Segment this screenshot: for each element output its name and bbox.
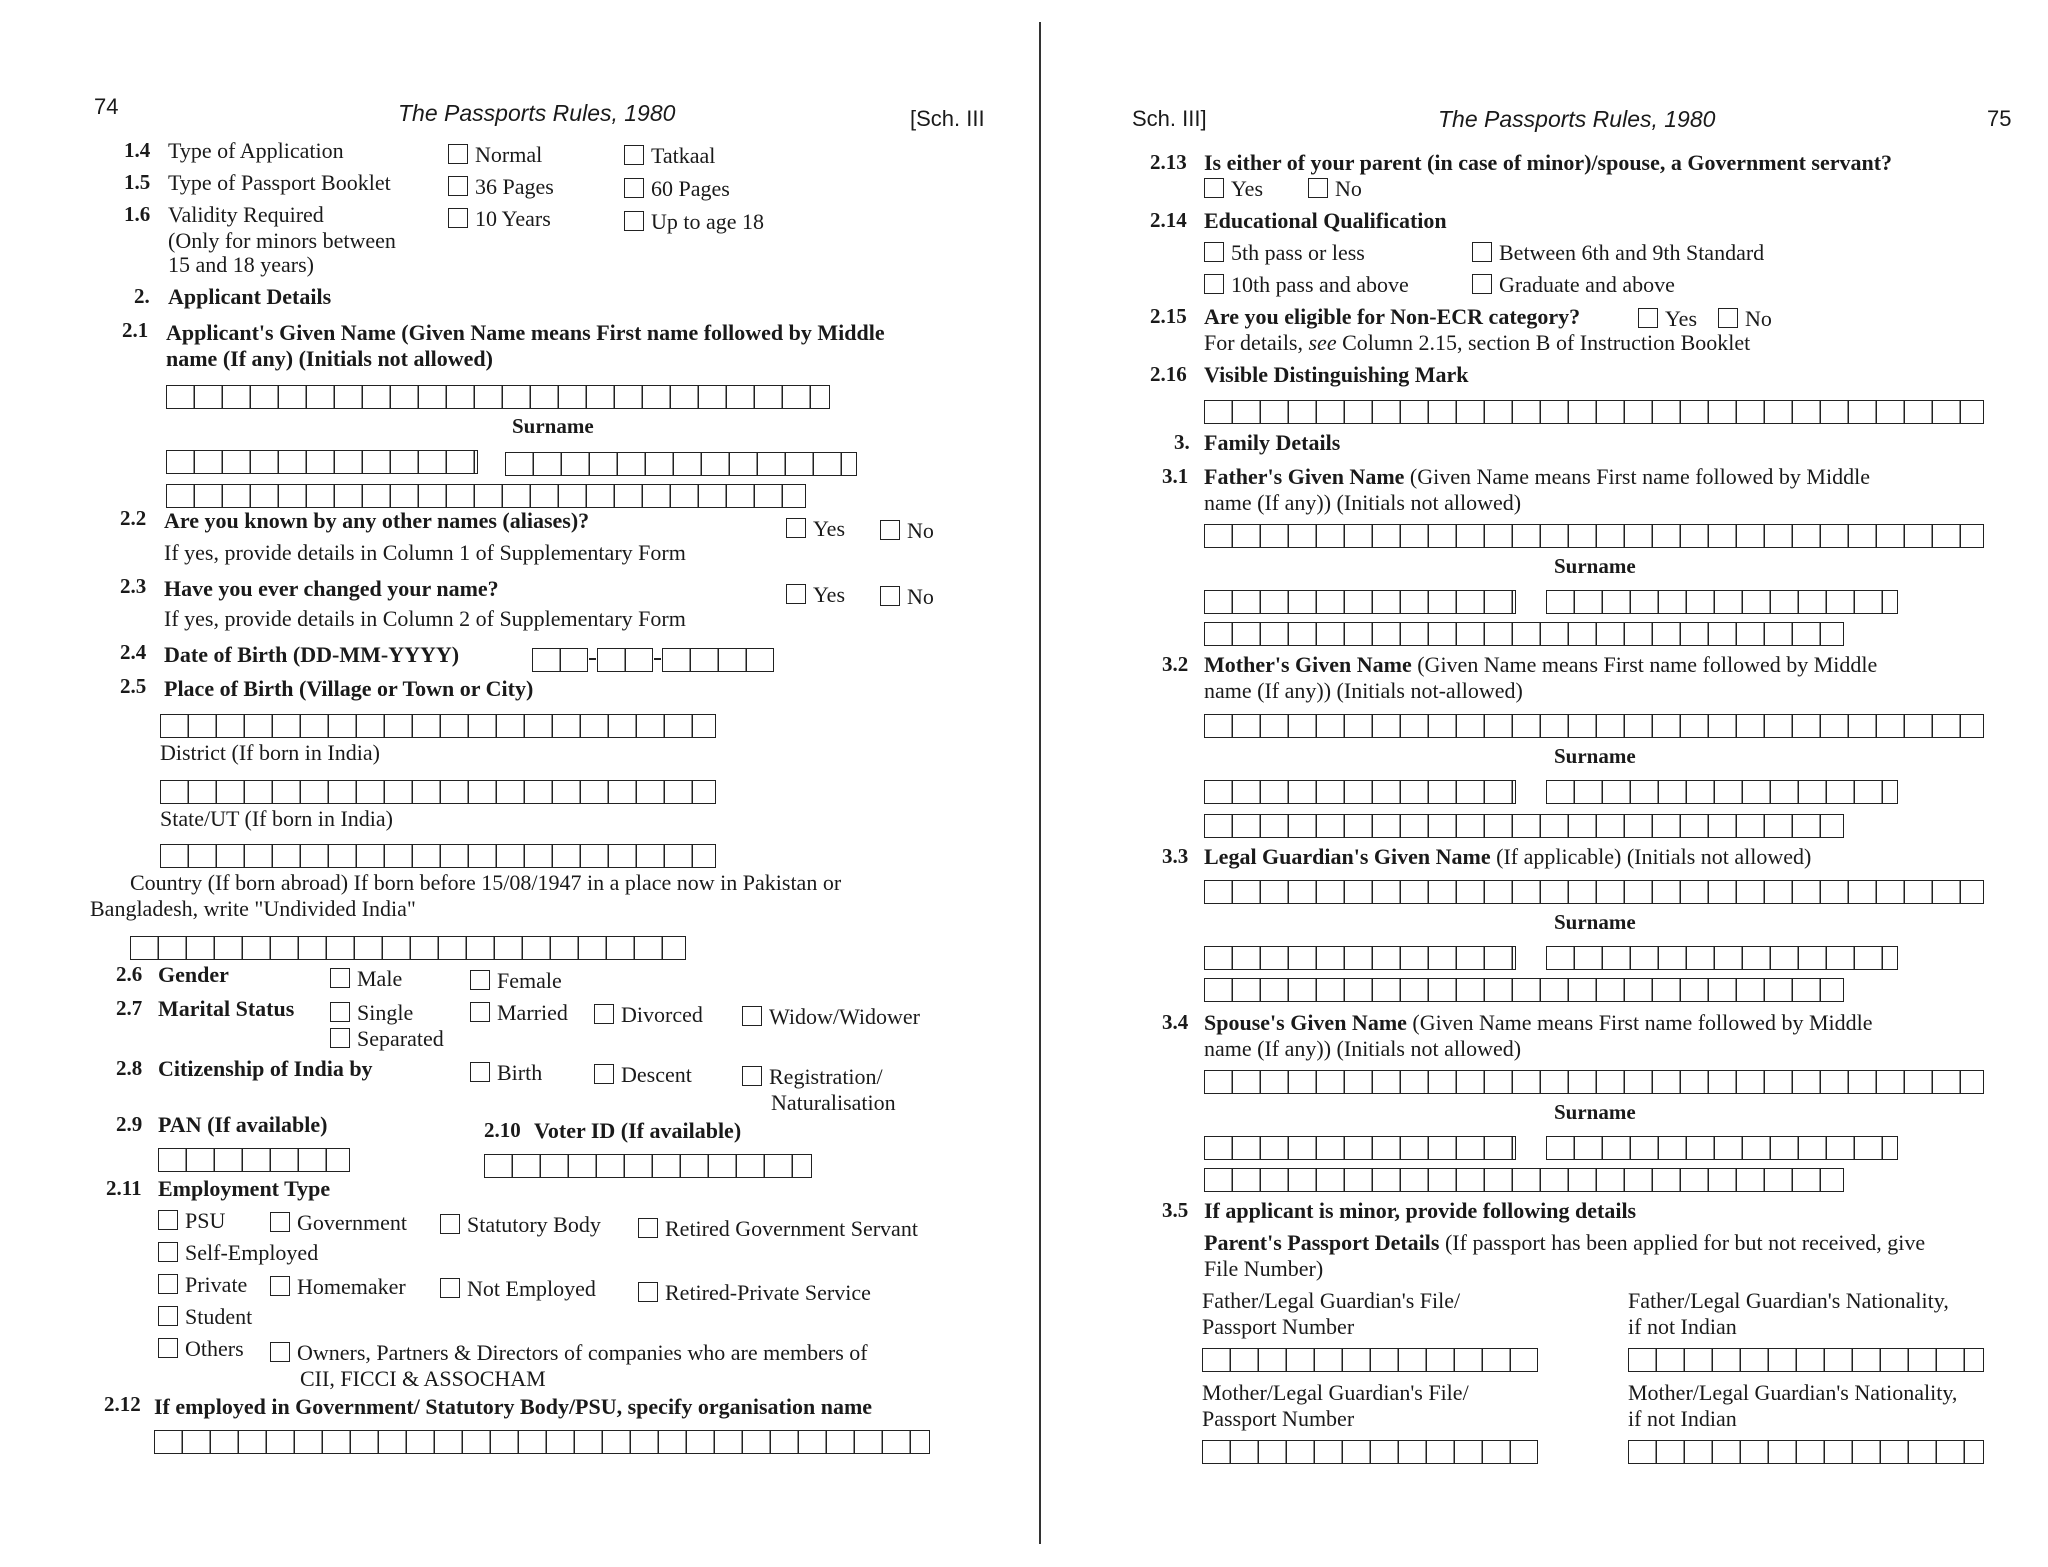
citizenship-birth[interactable]: Birth bbox=[470, 1060, 542, 1086]
distinguishing-mark-boxes[interactable] bbox=[1204, 400, 1984, 424]
spouse-name-note: name (If any)) (Initials not allowed) bbox=[1204, 1036, 1522, 1061]
father-nationality-label: Father/Legal Guardian's Nationality, bbox=[1628, 1288, 1949, 1313]
employment-private[interactable]: Private bbox=[158, 1272, 247, 1298]
employment-psu[interactable]: PSU bbox=[158, 1208, 225, 1234]
employment-self-employed[interactable]: Self-Employed bbox=[158, 1240, 318, 1266]
state-label: State/UT (If born in India) bbox=[160, 806, 393, 831]
mother-nationality-boxes[interactable] bbox=[1628, 1440, 1984, 1464]
type-of-application-label: Type of Application bbox=[168, 138, 344, 163]
item-number: 2.2 bbox=[120, 506, 147, 530]
given-name-label: name (If any) (Initials not allowed) bbox=[166, 346, 493, 371]
citizenship-descent[interactable]: Descent bbox=[594, 1062, 692, 1088]
spouse-surname-boxes[interactable] bbox=[1204, 1136, 1516, 1160]
checkbox[interactable] bbox=[594, 1064, 614, 1084]
birth-place-label: Place of Birth (Village or Town or City) bbox=[164, 676, 534, 701]
father-file-label: Father/Legal Guardian's File/ bbox=[1202, 1288, 1461, 1313]
checkbox[interactable] bbox=[470, 1002, 490, 1022]
citizenship-label: Citizenship of India by bbox=[158, 1056, 373, 1081]
checkbox[interactable] bbox=[158, 1274, 178, 1294]
non-ecr-no[interactable]: No bbox=[1718, 306, 1772, 332]
father-nationality-boxes[interactable] bbox=[1628, 1348, 1984, 1372]
non-ecr-label: Are you eligible for Non-ECR category? bbox=[1204, 304, 1581, 329]
surname-label: Surname bbox=[1554, 1100, 1636, 1124]
surname-boxes[interactable] bbox=[166, 450, 478, 474]
employment-retired-private[interactable]: Retired-Private Service bbox=[638, 1280, 871, 1306]
checkbox[interactable] bbox=[624, 211, 644, 231]
marital-married[interactable]: Married bbox=[470, 1000, 568, 1026]
gender-female[interactable]: Female bbox=[470, 968, 562, 994]
employment-government[interactable]: Government bbox=[270, 1210, 407, 1236]
checkbox[interactable] bbox=[158, 1306, 178, 1326]
page-number: 74 bbox=[94, 94, 119, 119]
checkbox[interactable] bbox=[1204, 178, 1224, 198]
district-boxes[interactable] bbox=[160, 780, 716, 804]
marital-single[interactable]: Single bbox=[330, 1000, 413, 1026]
govt-servant-label: Is either of your parent (in case of minor)/spouse, a Government servant? bbox=[1204, 150, 1893, 175]
mother-nationality-label: if not Indian bbox=[1628, 1406, 1737, 1431]
father-file-label: Passport Number bbox=[1202, 1314, 1355, 1339]
item-number: 2.5 bbox=[120, 674, 147, 698]
parent-passport-note: File Number) bbox=[1204, 1256, 1324, 1281]
minor-details-label: If applicant is minor, provide following details bbox=[1204, 1198, 1637, 1223]
parent-passport-label: Parent's Passport Details (If passport has been applied for but not received, give bbox=[1204, 1230, 1926, 1255]
aliases-no[interactable]: No bbox=[880, 518, 934, 544]
item-number: 2.12 bbox=[104, 1392, 141, 1416]
schedule-label: Sch. III] bbox=[1132, 106, 1207, 131]
gender-label: Gender bbox=[158, 962, 229, 987]
education-5th[interactable]: 5th pass or less bbox=[1204, 240, 1365, 266]
pan-boxes[interactable] bbox=[158, 1148, 350, 1172]
validity-note: 15 and 18 years) bbox=[168, 252, 315, 277]
option-normal[interactable]: Normal bbox=[448, 142, 542, 168]
validity-label: Validity Required bbox=[168, 202, 324, 227]
checkbox[interactable] bbox=[158, 1338, 178, 1358]
gender-male[interactable]: Male bbox=[330, 966, 402, 992]
birth-place-boxes[interactable] bbox=[160, 714, 716, 738]
option-36-pages[interactable]: 36 Pages bbox=[448, 174, 554, 200]
name-change-label: Have you ever changed your name? bbox=[164, 576, 499, 601]
employment-owners[interactable]: Owners, Partners & Directors of companies who are members of bbox=[270, 1340, 868, 1366]
checkbox[interactable] bbox=[330, 968, 350, 988]
item-number: 2.6 bbox=[116, 962, 143, 986]
organisation-label: If employed in Government/ Statutory Body/PSU, specify organisation name bbox=[154, 1394, 873, 1419]
item-number: 2.15 bbox=[1150, 304, 1187, 328]
dob-label: Date of Birth (DD-MM-YYYY) bbox=[164, 642, 460, 667]
checkbox[interactable] bbox=[1204, 274, 1224, 294]
education-label: Educational Qualification bbox=[1204, 208, 1447, 233]
item-number: 2.1 bbox=[122, 318, 149, 342]
mother-file-boxes[interactable] bbox=[1202, 1440, 1538, 1464]
name-change-yes[interactable]: Yes bbox=[786, 582, 845, 608]
option-10-years[interactable]: 10 Years bbox=[448, 206, 551, 232]
voter-id-boxes[interactable] bbox=[484, 1154, 812, 1178]
option-60-pages[interactable]: 60 Pages bbox=[624, 176, 730, 202]
mother-nationality-label: Mother/Legal Guardian's Nationality, bbox=[1628, 1380, 1958, 1405]
education-graduate[interactable]: Graduate and above bbox=[1472, 272, 1675, 298]
section-number: 2. bbox=[134, 284, 150, 308]
employment-others[interactable]: Others bbox=[158, 1336, 244, 1362]
guardian-given-name-boxes[interactable] bbox=[1204, 880, 1984, 904]
non-ecr-yes[interactable]: Yes bbox=[1638, 306, 1697, 332]
aliases-yes[interactable]: Yes bbox=[786, 516, 845, 542]
employment-not-employed[interactable]: Not Employed bbox=[440, 1276, 596, 1302]
education-6th-9th[interactable]: Between 6th and 9th Standard bbox=[1472, 240, 1764, 266]
given-name-boxes[interactable] bbox=[166, 385, 830, 409]
guardian-surname-boxes[interactable] bbox=[1204, 946, 1516, 970]
guardian-surname-boxes[interactable] bbox=[1546, 946, 1898, 970]
item-number: 2.11 bbox=[106, 1176, 142, 1200]
item-number: 2.7 bbox=[116, 996, 143, 1020]
checkbox[interactable] bbox=[880, 520, 900, 540]
item-number: 2.4 bbox=[120, 640, 147, 664]
section-title: Applicant Details bbox=[168, 284, 332, 309]
schedule-label: [Sch. III bbox=[910, 106, 985, 131]
checkbox[interactable] bbox=[880, 586, 900, 606]
name-change-note: If yes, provide details in Column 2 of Supplementary Form bbox=[164, 606, 686, 631]
employment-retired-government[interactable]: Retired Government Servant bbox=[638, 1216, 918, 1242]
father-nationality-label: if not Indian bbox=[1628, 1314, 1737, 1339]
father-file-boxes[interactable] bbox=[1202, 1348, 1538, 1372]
surname-label: Surname bbox=[512, 414, 594, 438]
pan-label: PAN (If available) bbox=[158, 1112, 328, 1137]
employment-homemaker[interactable]: Homemaker bbox=[270, 1274, 406, 1300]
surname-boxes[interactable] bbox=[166, 484, 806, 508]
section-number: 3. bbox=[1174, 430, 1190, 454]
item-number: 2.14 bbox=[1150, 208, 1187, 232]
given-name-label: Applicant's Given Name (Given Name means First name followed by Middle bbox=[166, 320, 885, 345]
mother-name-label: Mother's Given Name (Given Name means First name followed by Middle bbox=[1204, 652, 1878, 677]
checkbox[interactable] bbox=[270, 1276, 290, 1296]
govt-servant-yes[interactable]: Yes bbox=[1204, 176, 1263, 202]
checkbox[interactable] bbox=[448, 208, 468, 228]
checkbox[interactable] bbox=[742, 1006, 762, 1026]
employment-student[interactable]: Student bbox=[158, 1304, 252, 1330]
item-number: 1.5 bbox=[124, 170, 151, 194]
checkbox[interactable] bbox=[270, 1342, 290, 1362]
option-tatkaal[interactable]: Tatkaal bbox=[624, 143, 715, 169]
employment-owners-note: CII, FICCI & ASSOCHAM bbox=[300, 1366, 546, 1391]
checkbox[interactable] bbox=[1204, 242, 1224, 262]
checkbox[interactable] bbox=[624, 145, 644, 165]
district-label: District (If born in India) bbox=[160, 740, 380, 765]
state-boxes[interactable] bbox=[160, 844, 716, 868]
non-ecr-note: For details, see Column 2.15, section B of Instruction Booklet bbox=[1204, 330, 1751, 355]
marital-widow[interactable]: Widow/Widower bbox=[742, 1004, 920, 1030]
father-given-name-boxes[interactable] bbox=[1204, 524, 1984, 548]
spouse-surname-boxes[interactable] bbox=[1204, 1168, 1844, 1192]
item-number: 1.6 bbox=[124, 202, 151, 226]
spouse-given-name-boxes[interactable] bbox=[1204, 1070, 1984, 1094]
dob-month-boxes[interactable] bbox=[597, 648, 653, 672]
marital-separated[interactable]: Separated bbox=[330, 1026, 444, 1052]
item-number: 2.3 bbox=[120, 574, 147, 598]
surname-label: Surname bbox=[1554, 744, 1636, 768]
aliases-note: If yes, provide details in Column 1 of Supplementary Form bbox=[164, 540, 686, 565]
country-label: Country (If born abroad) If born before 15/08/1947 in a place now in Pakistan or bbox=[130, 870, 842, 895]
marital-divorced[interactable]: Divorced bbox=[594, 1002, 703, 1028]
checkbox[interactable] bbox=[448, 144, 468, 164]
item-number: 3.1 bbox=[1162, 464, 1189, 488]
option-up-to-age-18[interactable]: Up to age 18 bbox=[624, 209, 764, 235]
item-number: 3.3 bbox=[1162, 844, 1189, 868]
validity-note: (Only for minors between bbox=[168, 228, 396, 253]
father-surname-boxes[interactable] bbox=[1204, 590, 1516, 614]
checkbox[interactable] bbox=[786, 518, 806, 538]
aliases-label: Are you known by any other names (aliases)? bbox=[164, 508, 590, 533]
guardian-name-label: Legal Guardian's Given Name (If applicable) (Initials not allowed) bbox=[1204, 844, 1812, 869]
checkbox[interactable] bbox=[440, 1278, 460, 1298]
checkbox[interactable] bbox=[1638, 308, 1658, 328]
mother-file-label: Passport Number bbox=[1202, 1406, 1355, 1431]
spouse-surname-boxes[interactable] bbox=[1546, 1136, 1898, 1160]
father-name-note: name (If any)) (Initials not allowed) bbox=[1204, 490, 1522, 515]
dob-day-boxes[interactable] bbox=[532, 648, 588, 672]
item-number: 3.5 bbox=[1162, 1198, 1189, 1222]
name-change-no[interactable]: No bbox=[880, 584, 934, 610]
item-number: 2.9 bbox=[116, 1112, 143, 1136]
surname-label: Surname bbox=[1554, 554, 1636, 578]
education-10th[interactable]: 10th pass and above bbox=[1204, 272, 1409, 298]
dob-dash bbox=[589, 658, 596, 660]
father-name-label: Father's Given Name (Given Name means First name followed by Middle bbox=[1204, 464, 1870, 489]
surname-boxes[interactable] bbox=[505, 452, 857, 476]
checkbox[interactable] bbox=[594, 1004, 614, 1024]
section-title: Family Details bbox=[1204, 430, 1341, 455]
mother-surname-boxes[interactable] bbox=[1204, 814, 1844, 838]
checkbox[interactable] bbox=[1472, 274, 1492, 294]
item-number: 2.13 bbox=[1150, 150, 1187, 174]
checkbox[interactable] bbox=[448, 176, 468, 196]
item-number: 2.8 bbox=[116, 1056, 143, 1080]
mother-surname-boxes[interactable] bbox=[1204, 780, 1516, 804]
checkbox[interactable] bbox=[470, 970, 490, 990]
item-number: 1.4 bbox=[124, 138, 151, 162]
employment-type-label: Employment Type bbox=[158, 1176, 331, 1201]
checkbox[interactable] bbox=[158, 1210, 178, 1230]
citizenship-registration[interactable]: Registration/ bbox=[742, 1064, 883, 1090]
country-boxes[interactable] bbox=[130, 936, 686, 960]
item-number: 3.2 bbox=[1162, 652, 1189, 676]
page-gutter-divider bbox=[1039, 22, 1041, 1544]
mother-file-label: Mother/Legal Guardian's File/ bbox=[1202, 1380, 1469, 1405]
checkbox[interactable] bbox=[470, 1062, 490, 1082]
mother-name-note: name (If any)) (Initials not-allowed) bbox=[1204, 678, 1523, 703]
govt-servant-no[interactable]: No bbox=[1308, 176, 1362, 202]
checkbox[interactable] bbox=[638, 1282, 658, 1302]
checkbox[interactable] bbox=[330, 1028, 350, 1048]
checkbox[interactable] bbox=[638, 1218, 658, 1238]
dob-year-boxes[interactable] bbox=[662, 648, 774, 672]
father-surname-boxes[interactable] bbox=[1204, 622, 1844, 646]
dob-dash bbox=[654, 658, 661, 660]
mother-surname-boxes[interactable] bbox=[1546, 780, 1898, 804]
father-surname-boxes[interactable] bbox=[1546, 590, 1898, 614]
checkbox[interactable] bbox=[624, 178, 644, 198]
organisation-boxes[interactable] bbox=[154, 1430, 930, 1454]
checkbox[interactable] bbox=[1472, 242, 1492, 262]
employment-statutory-body[interactable]: Statutory Body bbox=[440, 1212, 601, 1238]
checkbox[interactable] bbox=[330, 1002, 350, 1022]
running-title: The Passports Rules, 1980 bbox=[1438, 106, 1716, 132]
item-number: 2.10 bbox=[484, 1118, 521, 1142]
mother-given-name-boxes[interactable] bbox=[1204, 714, 1984, 738]
surname-label: Surname bbox=[1554, 910, 1636, 934]
checkbox[interactable] bbox=[1308, 178, 1328, 198]
booklet-type-label: Type of Passport Booklet bbox=[168, 170, 391, 195]
marital-status-label: Marital Status bbox=[158, 996, 295, 1021]
running-title: The Passports Rules, 1980 bbox=[398, 100, 676, 126]
checkbox[interactable] bbox=[440, 1214, 460, 1234]
checkbox[interactable] bbox=[1718, 308, 1738, 328]
page-number: 75 bbox=[1987, 106, 2012, 131]
checkbox[interactable] bbox=[742, 1066, 762, 1086]
item-number: 2.16 bbox=[1150, 362, 1187, 386]
country-label: Bangladesh, write "Undivided India" bbox=[90, 896, 416, 921]
distinguishing-mark-label: Visible Distinguishing Mark bbox=[1204, 362, 1469, 387]
checkbox[interactable] bbox=[786, 584, 806, 604]
citizenship-naturalisation: Naturalisation bbox=[771, 1090, 896, 1115]
checkbox[interactable] bbox=[270, 1212, 290, 1232]
guardian-surname-boxes[interactable] bbox=[1204, 978, 1844, 1002]
checkbox[interactable] bbox=[158, 1242, 178, 1262]
voter-id-label: Voter ID (If available) bbox=[534, 1118, 742, 1143]
item-number: 3.4 bbox=[1162, 1010, 1189, 1034]
spouse-name-label: Spouse's Given Name (Given Name means First name followed by Middle bbox=[1204, 1010, 1873, 1035]
